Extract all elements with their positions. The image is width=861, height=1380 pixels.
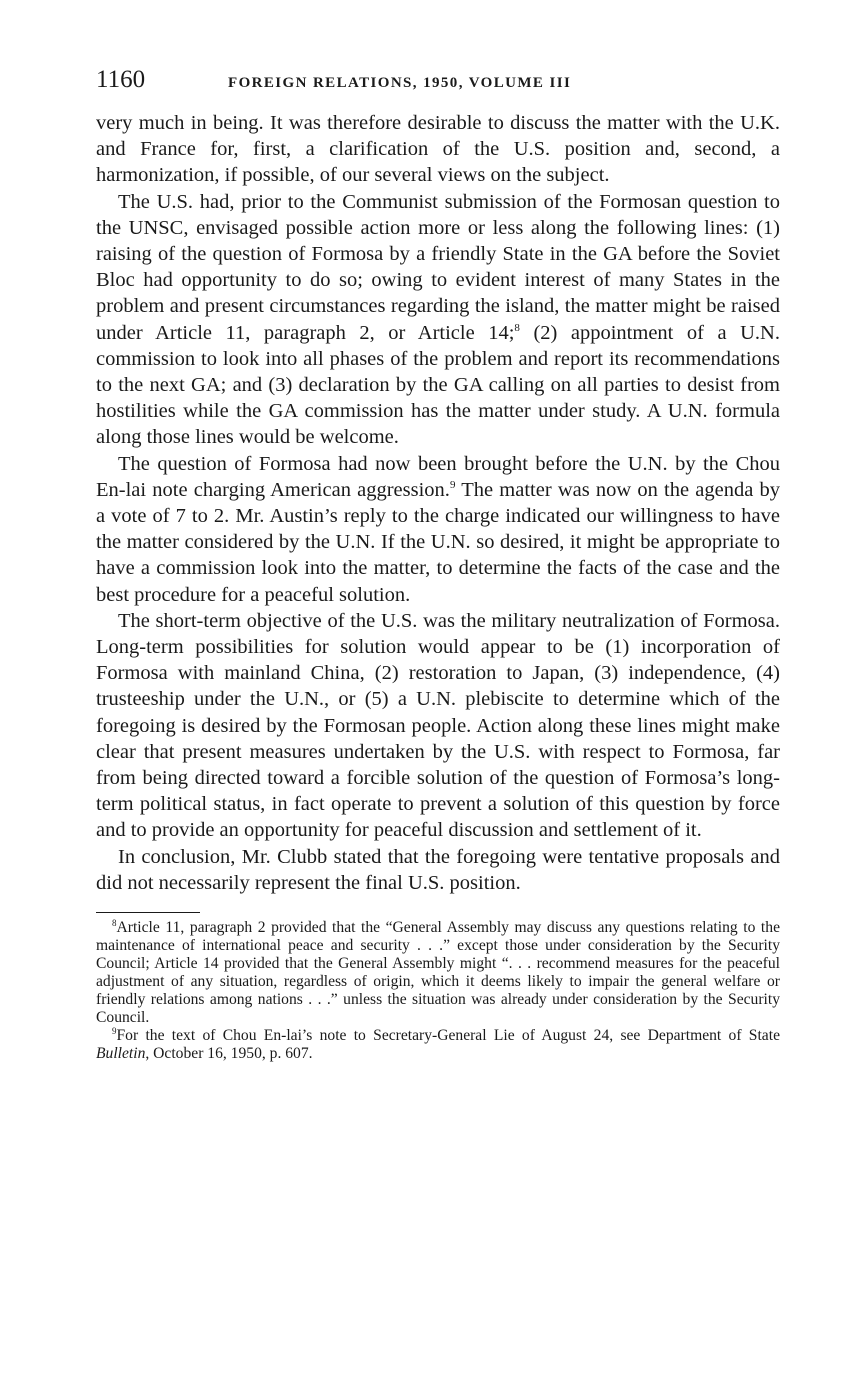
- footnote-9-mark: 9: [112, 1025, 117, 1036]
- footnote-ref-9[interactable]: 9: [449, 479, 456, 492]
- paragraph-3-part-a: The question of Formosa had now been brought before the U.N. by the Chou En-lai note charging American aggression.: [96, 452, 780, 501]
- footnotes: [96, 919, 780, 1063]
- footnote-8: [96, 919, 780, 1027]
- running-title: FOREIGN RELATIONS, 1950, VOLUME III: [228, 75, 572, 91]
- footnote-9-text-a: For the text of Chou En-lai’s note to Secretary-General Lie of August 24, see Department of State: [116, 1027, 780, 1045]
- footnote-9-text-b: , October 16, 1950, p. 607.: [145, 1045, 313, 1063]
- paragraph-1: very much in being. It was therefore desirable to discuss the matter with the U.K. and France for, first, a clarification of the U.S. position and, second, a harmonization, if possible, of our several views on the subject.: [96, 112, 780, 187]
- footnote-divider: [96, 912, 200, 913]
- paragraph-2-part-b: (2) appointment of a U.N. commission to look into all phases of the problem and report its recommendations to the next GA; and (3) declaration by the GA calling on all parties to desist from hostilities while the GA commission has the matter under study. A U.N. formula along those lines would be welcome.: [96, 321, 780, 449]
- body-text: [96, 110, 780, 896]
- footnote-8-mark: 8: [112, 917, 117, 928]
- paragraph-2: [96, 189, 780, 451]
- paragraph-5: In conclusion, Mr. Clubb stated that the foregoing were tentative proposals and did not necessarily represent the final U.S. position.: [96, 845, 780, 894]
- footnote-9-italic: Bulletin: [96, 1045, 146, 1063]
- footnote-9: [96, 1027, 780, 1063]
- document-page: [96, 66, 780, 1063]
- page-number: 1160: [96, 66, 146, 93]
- paragraph-3-part-b: The matter was now on the agenda by a vote of 7 to 2. Mr. Austin’s reply to the charge indicated our willingness to have the matter considered by the U.N. If the U.N. so desired, it might be appropriate to have a commission look into the matter, to determine the facts of the case and the best procedure for a peaceful solution.: [96, 478, 780, 606]
- footnote-8-text: Article 11, paragraph 2 provided that the “General Assembly may discuss any questions relating to the maintenance of international peace and security . . .” except those under consideration by the Security Council; Article 14 provided that the General Assembly might “. . . recommend measures for the peaceful adjustment of any situation, regardless of origin, which it deems likely to impair the general welfare or friendly relations among nations . . .” unless the situation was already under consideration by the Security Council.: [96, 919, 780, 1027]
- footnote-ref-8[interactable]: 8: [514, 321, 520, 334]
- running-head: [96, 66, 780, 100]
- paragraph-2-part-a: The U.S. had, prior to the Communist submission of the Formosan question to the UNSC, envisaged possible action more or less along the following lines: (1) raising of the question of Formosa by a friendly State in the GA before the Soviet Bloc had opportunity to do so; owing to evident interest of many States in the problem and present circumstances regarding the island, the matter might be raised under Article 11, paragraph 2, or Article 14;: [96, 190, 780, 344]
- paragraph-4: The short-term objective of the U.S. was the military neutralization of Formosa. Long-term possibilities for solution would appear to be (1) incorporation of Formosa with mainland China, (2) restoration to Japan, (3) independence, (4) trusteeship under the U.N., or (5) a U.N. plebiscite to determine which of the foregoing is desired by the Formosan people. Action along these lines might make clear that present measures undertaken by the U.S. with respect to Formosa, far from being directed toward a forcible solution of the question of Formosa’s long-term political status, in fact operate to prevent a solution of this question by force and to provide an opportunity for peaceful discussion and settlement of it.: [96, 609, 780, 842]
- paragraph-3: [96, 451, 780, 608]
